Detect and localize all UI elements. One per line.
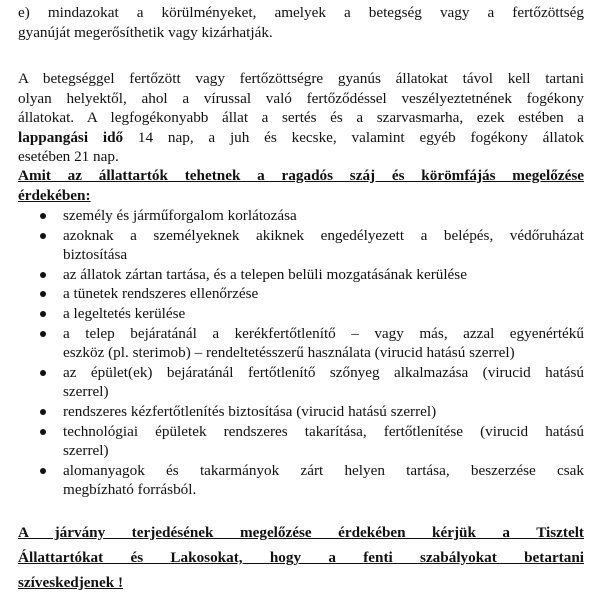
prevention-measures-list xyxy=(0,206,600,500)
bullet-dot-icon xyxy=(40,331,46,337)
bullet-dot-icon xyxy=(40,291,46,297)
closing-appeal xyxy=(18,520,584,595)
bullet-dot-icon xyxy=(40,468,46,474)
list-item xyxy=(0,304,584,324)
heading-line: érdekében: xyxy=(18,186,91,204)
bullet-dot-icon xyxy=(40,272,46,278)
text-fragment: 14 nap, a juh és kecske, valamint egyéb fogékony állatok xyxy=(123,128,584,146)
list-item xyxy=(0,284,584,304)
list-item-line: személy és járműforgalom korlátozása xyxy=(63,207,297,224)
list-item xyxy=(0,422,584,461)
bullet-dot-icon xyxy=(40,370,46,376)
list-item-line: szerrel) xyxy=(63,442,109,460)
heading-line: Amit az állattartók tehetnek a ragadós száj és körömfájás megelőzése xyxy=(18,167,584,184)
list-item-line: a tünetek rendszeres ellenőrzése xyxy=(63,285,259,303)
list-item-line: az állatok zártan tartása, és a telepen belüli mozgatásának kerülése xyxy=(63,265,467,283)
list-item-line: technológiai épületek rendszeres takarítása, fertőtlenítése (virucid hatású xyxy=(63,422,584,440)
list-item xyxy=(0,461,584,500)
bullet-dot-icon xyxy=(40,409,46,415)
list-item xyxy=(0,226,584,265)
list-item xyxy=(0,265,584,285)
bullet-dot-icon xyxy=(40,233,46,239)
text-line: e) mindazokat a körülményeket, amelyek a betegség vagy a fertőzöttség xyxy=(18,4,584,21)
list-item-line: alomanyagok és takarmányok zárt helyen tartása, beszerzése csak xyxy=(63,461,584,479)
text-line: gyanúját megerősíthetik vagy kizárhatják. xyxy=(18,23,273,41)
list-item xyxy=(0,363,584,402)
text-line: olyan helyektől, ahol a vírussal való fertőződéssel veszélyeztetnének fogékony xyxy=(18,89,584,107)
text-line: állatokat. A legfogékonyabb állat a sertés és a szarvasmarha, ezek estében a xyxy=(18,109,584,127)
bullet-dot-icon xyxy=(40,213,46,219)
section-heading xyxy=(18,166,584,205)
text-line: A betegséggel fertőzött vagy fertőzöttségre gyanús állatokat távol kell tartani xyxy=(18,70,584,87)
list-item xyxy=(0,402,584,422)
list-item-line: az épület(ek) bejáratánál fertőtlenítő szőnyeg alkalmazása (virucid hatású xyxy=(63,363,584,381)
list-item-line: a telep bejáratánál a kerékfertőtlenítő – vagy más, azzal egyenértékű xyxy=(63,324,584,342)
list-item xyxy=(0,324,584,363)
bullet-dot-icon xyxy=(40,311,46,317)
appeal-line: A járvány terjedésének megelőzése érdekében kérjük a Tisztelt xyxy=(18,524,584,541)
bullet-dot-icon xyxy=(40,429,46,435)
appeal-line: Állattartókat és Lakosokat, hogy a fenti szabályokat betartani xyxy=(18,549,584,566)
paragraph-item-e xyxy=(18,3,584,42)
list-item-line: azoknak a személyeknek akiknek engedélyezett a belépés, védőruházat xyxy=(63,226,584,244)
text-line: esetében 21 nap. xyxy=(18,148,119,166)
list-item-line: megbízható forrásból. xyxy=(63,481,197,499)
list-item-line: a legeltetés kerülése xyxy=(63,304,186,322)
list-item xyxy=(0,206,584,226)
list-item-line: eszköz (pl. sterimob) – rendeltetésszerű használata (virucid hatású szerrel) xyxy=(63,344,515,362)
list-item-line: rendszeres kézfertőtlenítés biztosítása (virucid hatású szerrel) xyxy=(63,402,437,420)
paragraph-incubation xyxy=(18,69,584,167)
text-line xyxy=(18,128,584,148)
list-item-line: biztosítása xyxy=(63,246,128,264)
list-item-line: szerrel) xyxy=(63,383,109,401)
incubation-term: lappangási idő xyxy=(18,128,124,146)
appeal-line: szíveskedjenek ! xyxy=(18,574,124,591)
